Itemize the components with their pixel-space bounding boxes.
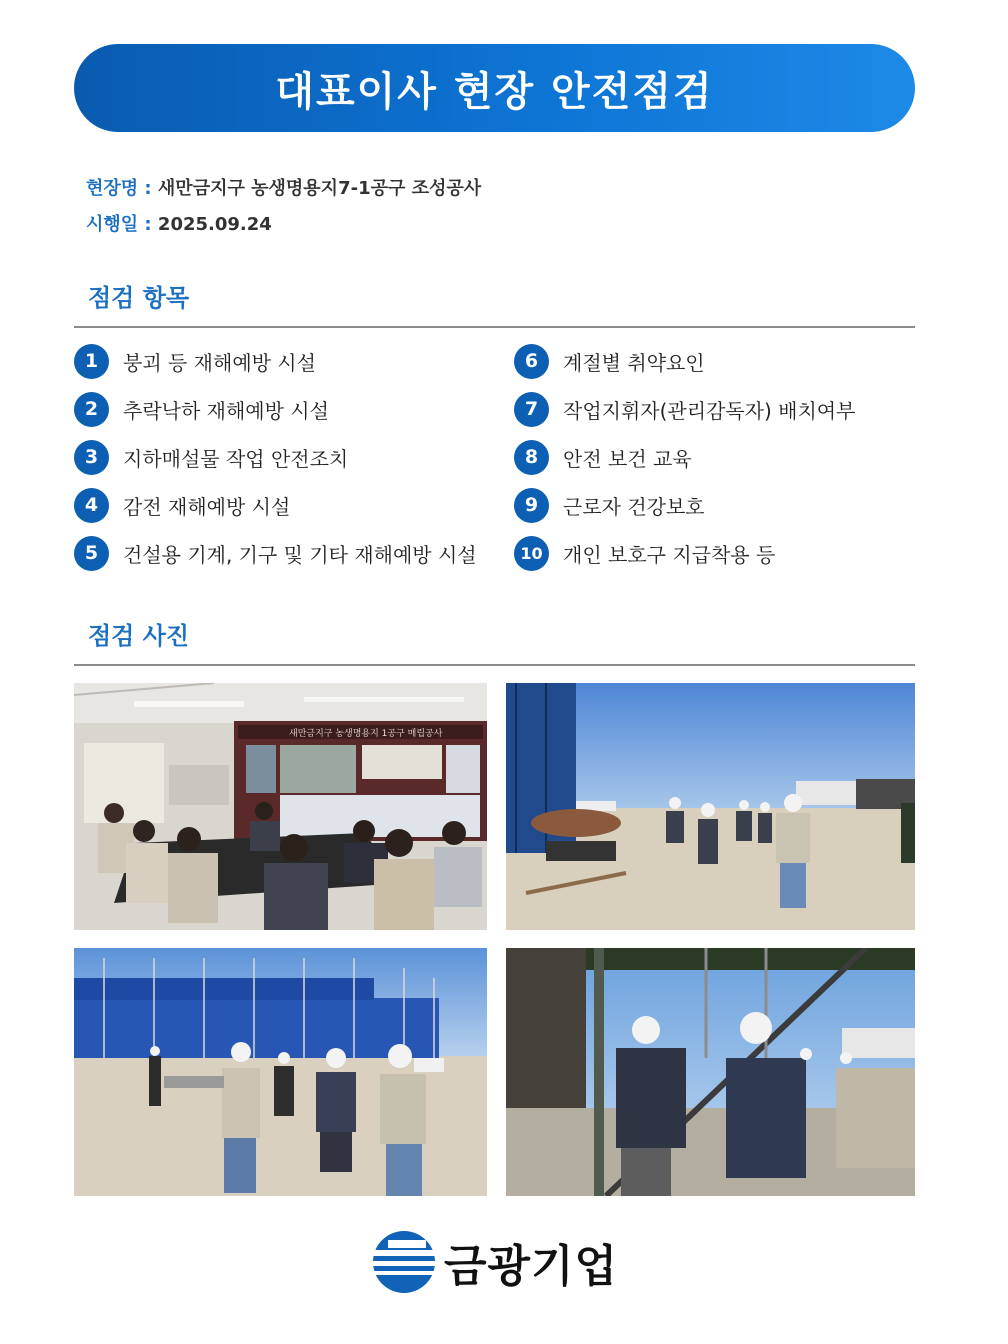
inspection-photo-scaffold: [506, 948, 915, 1196]
item-label: 작업지휘자(관리감독자) 배치여부: [563, 398, 856, 423]
site-info: [86, 174, 481, 200]
checklist-item: [514, 487, 705, 523]
item-number-badge: 3: [74, 440, 109, 475]
checklist-item: [74, 391, 329, 427]
date-info: [86, 210, 272, 236]
checklist: [74, 343, 915, 583]
item-number-badge: 4: [74, 488, 109, 523]
inspection-photo-meeting: [74, 683, 487, 930]
item-label: 지하매설물 작업 안전조치: [123, 446, 349, 471]
item-label: 감전 재해예방 시설: [123, 494, 291, 519]
checklist-item: [74, 343, 316, 379]
section-divider: [74, 326, 915, 328]
item-number-badge: 8: [514, 440, 549, 475]
checklist-item: [514, 535, 775, 571]
inspection-photo-site-walk: [506, 683, 915, 930]
photos-section-title: 점검 사진: [88, 622, 190, 650]
item-label: 추락낙하 재해예방 시설: [123, 398, 329, 423]
site-value: 새만금지구 농생명용지7-1공구 조성공사: [157, 178, 482, 199]
item-label: 안전 보건 교육: [563, 446, 692, 471]
date-label: 시행일 :: [86, 214, 152, 235]
checklist-item: [514, 391, 855, 427]
item-number-badge: 7: [514, 392, 549, 427]
section-divider: [74, 664, 915, 666]
item-number-badge: 6: [514, 344, 549, 379]
item-label: 건설용 기계, 기구 및 기타 재해예방 시설: [123, 542, 477, 567]
site-label: 현장명 :: [86, 178, 152, 199]
company-logo: [372, 1230, 618, 1294]
checklist-item: [514, 439, 692, 475]
checklist-item: [74, 439, 348, 475]
title-banner: [74, 44, 915, 132]
company-logo-icon: [372, 1230, 436, 1294]
item-number-badge: 5: [74, 536, 109, 571]
checklist-item: [74, 535, 477, 571]
item-number-badge: 10: [514, 536, 549, 571]
item-label: 붕괴 등 재해예방 시설: [123, 350, 316, 375]
company-logo-text: 금광기업: [444, 1241, 619, 1292]
checklist-section-title: 점검 항목: [88, 284, 190, 312]
item-number-badge: 9: [514, 488, 549, 523]
checklist-item: [514, 343, 705, 379]
item-number-badge: 2: [74, 392, 109, 427]
checklist-item: [74, 487, 290, 523]
item-number-badge: 1: [74, 344, 109, 379]
item-label: 근로자 건강보호: [563, 494, 705, 519]
inspection-photo-building: [74, 948, 487, 1196]
item-label: 계절별 취약요인: [563, 350, 705, 375]
board-banner-text: 새만금지구 농생명용지 1공구 매립공사: [289, 729, 443, 739]
date-value: 2025.09.24: [157, 214, 272, 235]
item-label: 개인 보호구 지급착용 등: [563, 542, 776, 567]
page-title: 대표이사 현장 안전점검: [275, 68, 714, 115]
